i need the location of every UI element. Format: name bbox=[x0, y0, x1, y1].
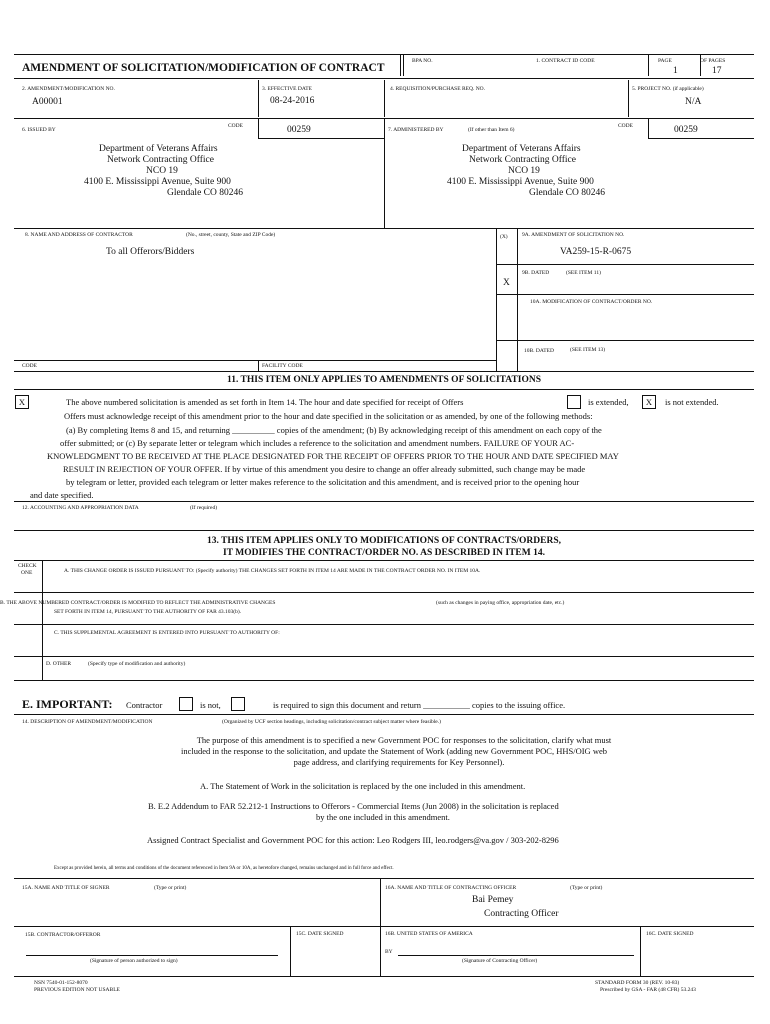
contractor-word: Contractor bbox=[126, 700, 163, 710]
admin-line-5: Glendale CO 80246 bbox=[529, 188, 605, 198]
administered-by-label: 7. ADMINISTERED BY bbox=[388, 127, 444, 133]
is-required-checkbox[interactable] bbox=[231, 697, 245, 711]
amendment-no-label: 2. AMENDMENT/MODIFICATION NO. bbox=[22, 86, 115, 92]
contractor-code-label: CODE bbox=[22, 363, 37, 369]
by-label: BY bbox=[385, 949, 393, 955]
admin-line-3: NCO 19 bbox=[508, 166, 540, 176]
issued-line-4: 4100 E. Mississippi Avenue, Suite 900 bbox=[84, 177, 231, 187]
item-13-heading-2: IT MODIFIES THE CONTRACT/ORDER NO. AS DESCRIBED IN ITEM 14. bbox=[223, 548, 545, 558]
item-13b-note: (such as changes in paying office, appropriation date, etc.) bbox=[436, 600, 565, 606]
item-15a-label: 15A. NAME AND TITLE OF SIGNER bbox=[22, 885, 110, 891]
effective-date-label: 3. EFFECTIVE DATE bbox=[262, 86, 312, 92]
issued-line-5: Glendale CO 80246 bbox=[167, 188, 243, 198]
project-no-value: N/A bbox=[685, 97, 702, 107]
admin-line-4: 4100 E. Mississippi Avenue, Suite 900 bbox=[447, 177, 594, 187]
admin-line-2: Network Contracting Office bbox=[469, 155, 576, 165]
item-11-line-8: and date specified. bbox=[30, 490, 94, 500]
page-number: 1 bbox=[673, 66, 678, 76]
item-11-line-5: KNOWLEDGMENT TO BE RECEIVED AT THE PLACE DESIGNATED FOR THE RECEIPT OF OFFERS PRIOR TO THE HOUR AND DATE SPECIFIED MAY bbox=[47, 451, 619, 461]
issued-line-1: Department of Veterans Affairs bbox=[99, 144, 218, 154]
item-16a-label: 16A. NAME AND TITLE OF CONTRACTING OFFICER bbox=[385, 885, 517, 891]
issued-line-2: Network Contracting Office bbox=[107, 155, 214, 165]
item-13d-text: D. OTHER bbox=[46, 661, 72, 667]
extended-checkbox[interactable] bbox=[567, 395, 581, 409]
prescribed-by: Prescribed by GSA - FAR (48 CFR) 53.243 bbox=[600, 987, 696, 993]
item-10b-note: (SEE ITEM 13) bbox=[570, 347, 606, 353]
item-11-line-6: RESULT IN REJECTION OF YOUR OFFER. If by virtue of this amendment you desire to change an offer already submitted, such change may be made bbox=[63, 464, 586, 474]
contracting-officer-name: Bai Pemey bbox=[472, 895, 514, 905]
project-no-label: 5. PROJECT NO. (if applicable) bbox=[632, 86, 704, 92]
check-one-label-2: ONE bbox=[21, 570, 33, 576]
effective-date-value: 08-24-2016 bbox=[270, 96, 315, 106]
item-9a-label: 9A. AMENDMENT OF SOLICITATION NO. bbox=[522, 232, 625, 238]
item-13-heading-1: 13. THIS ITEM APPLIES ONLY TO MODIFICATIONS OF CONTRACTS/ORDERS, bbox=[206, 536, 562, 546]
contractor-label: 8. NAME AND ADDRESS OF CONTRACTOR bbox=[25, 232, 133, 238]
standard-form-number: STANDARD FORM 30 (REV. 10-83) bbox=[595, 980, 680, 986]
item-13b-text-1: B. THE ABOVE NUMBERED CONTRACT/ORDER IS MODIFIED TO REFLECT THE ADMINISTRATIVE CHANGES bbox=[0, 600, 276, 606]
total-pages: 17 bbox=[712, 66, 722, 76]
item-13c-text: C. THIS SUPPLEMENTAL AGREEMENT IS ENTERED INTO PURSUANT TO AUTHORITY OF: bbox=[54, 630, 280, 636]
is-required-text: is required to sign this document and return ___________ copies to the issuing office. bbox=[273, 700, 566, 710]
item-9-checkmark[interactable]: X bbox=[503, 278, 510, 288]
form-title: AMENDMENT OF SOLICITATION/MODIFICATION OF CONTRACT bbox=[22, 62, 385, 74]
item-11-checkbox[interactable]: X bbox=[15, 395, 29, 409]
item-15a-note: (Type or print) bbox=[154, 885, 187, 891]
nsn-number: NSN 7540-01-152-8070 bbox=[34, 980, 88, 986]
issued-code-label: CODE bbox=[228, 123, 243, 129]
issued-line-3: NCO 19 bbox=[146, 166, 178, 176]
important-label: E. IMPORTANT: bbox=[22, 697, 113, 711]
item-16c-label: 16C. DATE SIGNED bbox=[646, 931, 694, 937]
issued-code-value: 00259 bbox=[287, 125, 311, 135]
amendment-no-value: A00001 bbox=[32, 97, 63, 107]
item-11-line-7: by telegram or letter, provided each telegram or letter makes reference to the solicitation and this amendment, and is received prior to the opening hour bbox=[66, 477, 580, 487]
item-11-line-1: The above numbered solicitation is amended as set forth in Item 14. The hour and date specified for receipt of Offers bbox=[66, 397, 464, 407]
item-12-label: 12. ACCOUNTING AND APPROPRIATION DATA bbox=[22, 505, 139, 511]
is-not-checkbox[interactable] bbox=[179, 697, 193, 711]
admin-line-1: Department of Veterans Affairs bbox=[462, 144, 581, 154]
contractor-value: To all Offerors/Bidders bbox=[106, 247, 195, 257]
item-15c-label: 15C. DATE SIGNED bbox=[296, 931, 344, 937]
of-pages-label: OF PAGES bbox=[700, 58, 726, 64]
requisition-label: 4. REQUISITION/PURCHASE REQ. NO. bbox=[390, 86, 486, 92]
item-11-line-4: offer submitted; or (c) By separate letter or telegram which includes a reference to the solicitation and amendment numbers. FAILURE OF YOUR AC- bbox=[60, 438, 575, 448]
item-10b-label: 10B. DATED bbox=[524, 348, 554, 354]
description-para-1-line-1: The purpose of this amendment is to specified a new Government POC for responses to the solicitation, clarify what must bbox=[196, 735, 612, 745]
description-para-3-line-1: B. E.2 Addendum to FAR 52.212-1 Instructions to Offerors - Commercial Items (Jun 2008) in the solicitation is replaced bbox=[148, 801, 559, 811]
is-extended-label: is extended, bbox=[588, 397, 629, 407]
contracting-officer-title: Contracting Officer bbox=[484, 909, 559, 919]
previous-edition-note: PREVIOUS EDITION NOT USABLE bbox=[34, 987, 120, 993]
item-13a-text: A. THIS CHANGE ORDER IS ISSUED PURSUANT TO: (Specify authority) THE CHANGES SET FORTH IN ITEM 14 ARE MADE IN THE CONTRACT ORDER NO. IN ITEM 10A. bbox=[64, 568, 481, 574]
is-not-label: is not, bbox=[200, 700, 221, 710]
contract-id-label: 1. CONTRACT ID CODE bbox=[536, 58, 595, 64]
not-extended-checkbox[interactable]: X bbox=[642, 395, 656, 409]
description-para-1-line-2: included in the response to the solicitation, and update the Statement of Work (adding new Government POC, HHS/OIG web bbox=[181, 746, 607, 756]
officer-signature-line[interactable]: (Signature of Contracting Officer) bbox=[462, 958, 538, 964]
facility-code-label: FACILITY CODE bbox=[262, 363, 303, 369]
item-9a-value: VA259-15-R-0675 bbox=[560, 247, 632, 257]
item-15b-label: 15B. CONTRACTOR/OFFEROR bbox=[25, 932, 101, 938]
item-12-note: (If required) bbox=[190, 505, 218, 511]
item-14-label: 14. DESCRIPTION OF AMENDMENT/MODIFICATION bbox=[22, 719, 153, 725]
item-16a-note: (Type or print) bbox=[570, 885, 603, 891]
item-11-line-2: Offers must acknowledge receipt of this amendment prior to the hour and date specified in the solicitation or as amended, by one of the following methods: bbox=[64, 411, 593, 421]
admin-code-label: CODE bbox=[618, 123, 633, 129]
administered-note: (If other than Item 6) bbox=[468, 127, 515, 133]
description-para-3-line-2: by the one included in this amendment. bbox=[316, 812, 450, 822]
except-clause: Except as provided herein, all terms and conditions of the document referenced in Item 9A or 10A, as heretofore changed, remains unchanged and in full force and effect. bbox=[54, 866, 394, 871]
item-14-note: (Organized by UCF section headings, including solicitation/contract subject matter where feasible.) bbox=[222, 719, 441, 725]
x-column-label: (X) bbox=[500, 234, 508, 240]
description-para-2: A. The Statement of Work in the solicitation is replaced by the one included in this amendment. bbox=[200, 781, 526, 791]
description-para-1-line-3: page address, and clarifying requirements for Key Personnel). bbox=[293, 757, 505, 767]
item-13d-note: (Specify type of modification and authority) bbox=[88, 661, 186, 667]
item-9b-note: (SEE ITEM 11) bbox=[566, 270, 601, 276]
item-11-line-3: (a) By completing Items 8 and 15, and returning __________ copies of the amendment; (b) By acknowledging receipt of this amendment on each copy of the bbox=[66, 425, 602, 435]
issued-by-label: 6. ISSUED BY bbox=[22, 127, 56, 133]
item-10a-label: 10A. MODIFICATION OF CONTRACT/ORDER NO. bbox=[530, 299, 653, 305]
item-9b-label: 9B. DATED bbox=[522, 270, 550, 276]
admin-code-value: 00259 bbox=[674, 125, 698, 135]
bpa-label: BPA NO. bbox=[412, 58, 433, 64]
contractor-signature-line[interactable]: (Signature of person authorized to sign) bbox=[90, 958, 178, 964]
not-extended-label: is not extended. bbox=[665, 397, 719, 407]
item-13b-text-2: SET FORTH IN ITEM 14, PURSUANT TO THE AUTHORITY OF FAR 43.103(b). bbox=[54, 609, 242, 615]
item-16b-label: 16B. UNITED STATES OF AMERICA bbox=[385, 931, 473, 937]
contractor-note: (No., street, county, State and ZIP Code) bbox=[186, 232, 276, 238]
description-para-4: Assigned Contract Specialist and Government POC for this action: Leo Rodgers III, leo.rodgers@va.gov / 303-202-8296 bbox=[147, 835, 559, 845]
page-label: PAGE bbox=[658, 58, 672, 64]
check-one-label-1: CHECK bbox=[18, 563, 37, 569]
item-11-heading: 11. THIS ITEM ONLY APPLIES TO AMENDMENTS OF SOLICITATIONS bbox=[226, 375, 542, 385]
